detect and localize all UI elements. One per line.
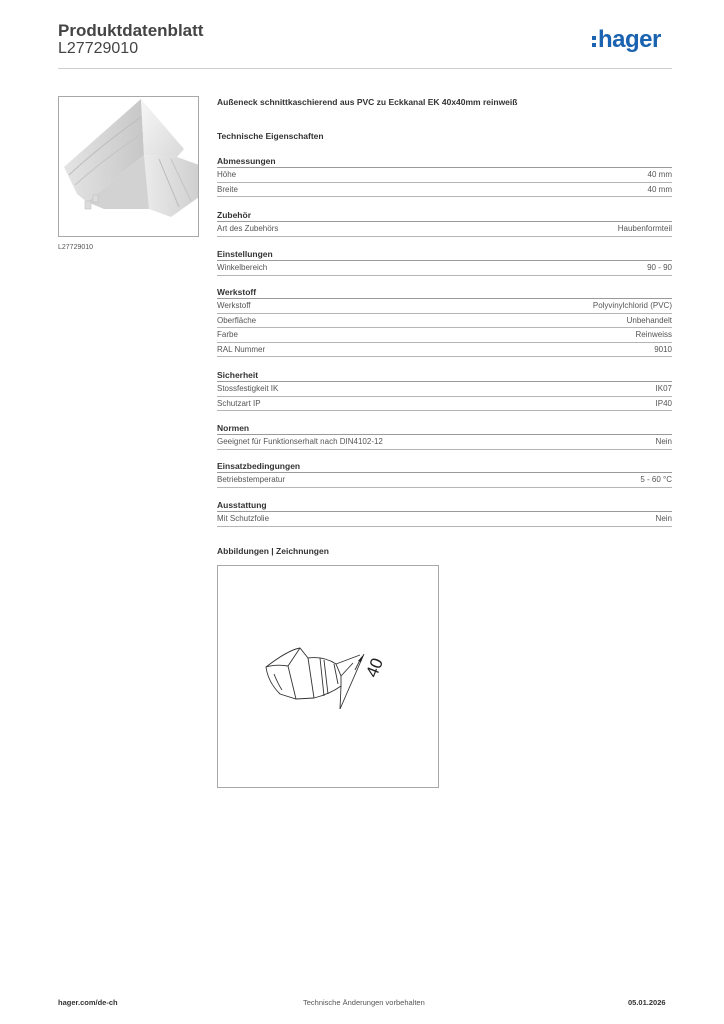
corner-piece-image <box>59 97 199 237</box>
hager-logo <box>592 28 661 52</box>
photo-caption: L27729010 <box>58 244 94 251</box>
section-abmessungen <box>217 155 672 197</box>
page-title: Produktdatenblatt <box>58 21 204 40</box>
spec-label: Art des Zubehörs <box>217 224 279 233</box>
spec-row <box>217 512 672 527</box>
section-title: Sicherheit <box>217 369 672 382</box>
spec-row <box>217 261 672 276</box>
spec-value: 9010 <box>654 344 672 354</box>
spec-label: Höhe <box>217 170 237 179</box>
spec-value: Haubenformteil <box>617 224 672 233</box>
dimension-label: 40 <box>362 655 387 681</box>
spec-value: Nein <box>655 437 672 446</box>
spec-row <box>217 343 672 358</box>
logo-text: hager <box>598 26 661 53</box>
header-divider <box>58 68 672 69</box>
spec-value: Reinweiss <box>635 330 672 339</box>
spec-label: Stossfestigkeit IK <box>217 384 279 393</box>
drawings-heading: Abbildungen | Zeichnungen <box>217 546 329 556</box>
section-werkstoff <box>217 286 672 357</box>
spec-row <box>217 435 672 450</box>
spec-label: RAL Nummer <box>217 344 266 354</box>
spec-label: Breite <box>217 184 238 194</box>
footer-website: hager.com/de-ch <box>58 998 118 1007</box>
spec-row <box>217 314 672 329</box>
spec-label: Mit Schutzfolie <box>217 514 270 523</box>
spec-row <box>217 397 672 412</box>
section-title: Zubehör <box>217 209 672 222</box>
spec-label: Werkstoff <box>217 301 251 310</box>
spec-row <box>217 222 672 237</box>
spec-label: Oberfläche <box>217 315 257 325</box>
spec-label: Farbe <box>217 330 238 339</box>
section-title: Einsatzbedingungen <box>217 460 672 473</box>
spec-label: Betriebstemperatur <box>217 475 286 484</box>
technical-drawing <box>217 565 439 788</box>
product-description: Außeneck schnittkaschierend aus PVC zu Eckkanal EK 40x40mm reinweiß <box>217 97 518 107</box>
spec-row <box>217 382 672 397</box>
footer-date: 05.01.2026 <box>628 998 666 1007</box>
tech-properties-heading: Technische Eigenschaften <box>217 131 324 141</box>
product-photo <box>58 96 199 237</box>
section-ausstattung <box>217 499 672 527</box>
spec-value: IK07 <box>655 384 672 393</box>
logo-dots-icon <box>592 36 596 47</box>
section-einstellungen <box>217 248 672 276</box>
section-sicherheit <box>217 369 672 411</box>
section-einsatzbedingungen <box>217 460 672 488</box>
section-title: Ausstattung <box>217 499 672 512</box>
corner-drawing <box>218 566 438 787</box>
spec-label: Winkelbereich <box>217 263 268 272</box>
section-title: Einstellungen <box>217 248 672 261</box>
spec-row <box>217 299 672 314</box>
section-zubehoer <box>217 209 672 237</box>
product-code: L27729010 <box>58 40 139 57</box>
spec-row <box>217 168 672 183</box>
spec-row <box>217 183 672 198</box>
spec-label: Schutzart IP <box>217 398 261 408</box>
spec-value: Polyvinylchlorid (PVC) <box>592 301 672 310</box>
spec-value: 5 - 60 °C <box>640 475 672 484</box>
spec-value: Nein <box>655 514 672 523</box>
spec-row <box>217 328 672 343</box>
spec-label: Geeignet für Funktionserhalt nach DIN4102-12 <box>217 437 383 446</box>
spec-row <box>217 473 672 488</box>
spec-value: 40 mm <box>647 184 672 194</box>
footer-notice: Technische Änderungen vorbehalten <box>303 998 425 1007</box>
spec-value: IP40 <box>655 398 672 408</box>
section-title: Normen <box>217 422 672 435</box>
section-title: Werkstoff <box>217 286 672 299</box>
section-normen <box>217 422 672 450</box>
spec-value: 40 mm <box>647 170 672 179</box>
section-title: Abmessungen <box>217 155 672 168</box>
spec-value: Unbehandelt <box>626 315 672 325</box>
spec-value: 90 - 90 <box>647 263 672 272</box>
